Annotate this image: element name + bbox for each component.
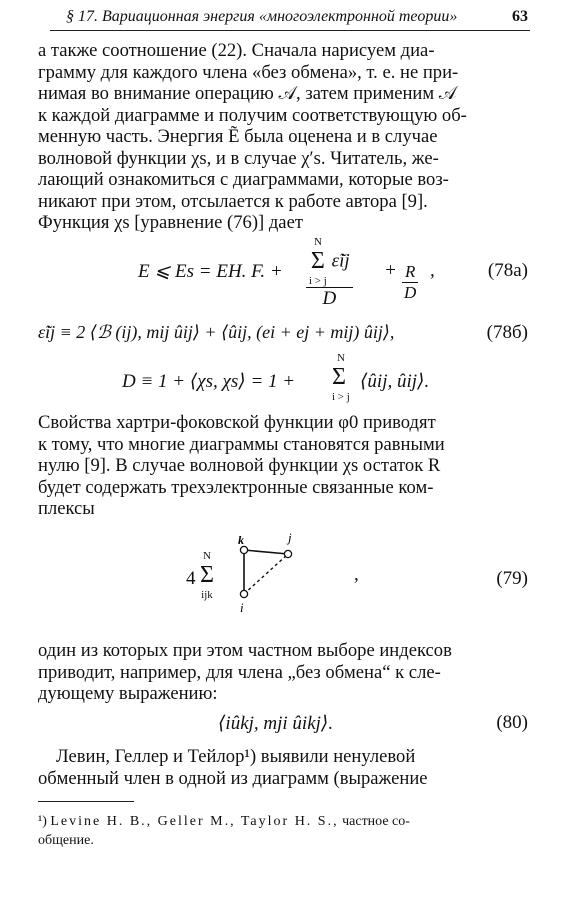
text-line: волновой функции χs, и в случае χ′s. Читатель, же- (38, 147, 439, 169)
footnote-authors: Levine H. B., Geller M., Taylor H. S., (50, 814, 339, 829)
text-line: к каждой диаграмме и получим соответствующую об- (38, 104, 467, 126)
eq-d-rhs: ⟨ûij, ûij⟩. (360, 371, 430, 392)
sum-upper-limit: N (336, 352, 345, 364)
r-denominator: D (404, 283, 417, 302)
text-line: нулю [9]. В случае волновой функции χs остаток R (38, 455, 441, 476)
equation-d (38, 352, 528, 408)
edge-k-j (244, 550, 288, 554)
text-line: никают при этом, отсылается к работе автора [9]. (38, 190, 428, 212)
equation-78a (38, 236, 528, 309)
eq79-coefficient: 4 (186, 568, 196, 589)
label-j: j (288, 530, 292, 545)
equation-79 (38, 530, 528, 620)
sigma-symbol: Σ (310, 248, 325, 274)
text-line: Левин, Геллер и Тейлор¹) выявили ненулевой (56, 746, 416, 767)
eq78a-lhs: E ⩽ Es = EH. F. + (138, 261, 283, 282)
paragraph-4 (38, 746, 528, 789)
exchange-edge-i-j (244, 554, 288, 594)
sigma-symbol: Σ (332, 364, 346, 390)
footnote (38, 812, 528, 850)
footnote-text-line2: общение. (38, 833, 94, 848)
equation-number-80: (80) (496, 712, 528, 733)
running-header (50, 6, 530, 31)
paragraph-3 (38, 640, 528, 705)
vertex-j (284, 550, 291, 557)
sum-term: ε̃ij (331, 250, 350, 272)
sum-lower-limit: i > j (309, 275, 327, 287)
eq79-sum (200, 550, 214, 601)
footnote-text: частное со- (342, 814, 410, 829)
text-line: один из которых при этом частном выборе индексов (38, 640, 452, 661)
sum-upper-limit: N (313, 236, 322, 248)
text-line: приводит, например, для члена „без обмена“ к сле- (38, 661, 441, 683)
eq-d-sum (332, 352, 350, 403)
equation-number-79: (79) (496, 568, 528, 589)
equation-number-78b: (78б) (486, 322, 528, 343)
text-line: а также соотношение (22). Сначала нарисуем диа- (38, 40, 435, 61)
label-i: i (240, 600, 244, 615)
footnote-mark: ¹) (38, 814, 47, 829)
label-k: k (238, 533, 244, 547)
sum-upper-limit: N (203, 550, 211, 562)
text-line: лающий ознакомиться с диаграммами, которые воз- (38, 169, 449, 190)
section-title: § 17. Вариационная энергия «многоэлектронной теории» (66, 8, 458, 25)
vertex-k (240, 546, 247, 553)
sigma-symbol: Σ (200, 562, 214, 588)
three-electron-diagram (228, 530, 308, 620)
text-line: Функция χs [уравнение (76)] дает (38, 212, 303, 233)
sum-lower-limit: ijk (201, 589, 213, 601)
text-line: будет содержать трехэлектронные связанные ком- (38, 476, 434, 498)
text-line: нимая во внимание операцию 𝒜, затем применим 𝒜 (38, 83, 457, 104)
footnote-divider (38, 801, 134, 802)
eq78a-plus: + (384, 260, 397, 281)
eq78a-denominator: D (322, 288, 337, 309)
equation-number-78a: (78а) (487, 260, 528, 281)
paragraph-1 (38, 40, 528, 234)
eq78a-comma: , (430, 260, 435, 281)
eq-d-lhs: D ≡ 1 + ⟨χs, χs⟩ = 1 + (122, 371, 296, 392)
eq78a-r-fraction (402, 262, 418, 303)
text-line: плексы (38, 498, 95, 519)
vertex-i (240, 590, 247, 597)
eq80-body: ⟨iûkj, mji ûikj⟩. (218, 713, 334, 734)
eq78a-sum-fraction (306, 236, 353, 310)
eq78b-body: ε̃ij ≡ 2 ⟨ℬ (ij), mij ûij⟩ + ⟨ûij, (ei + ej + mij) ûij⟩, (38, 322, 395, 342)
text-line: обменный член в одной из диаграмм (выражение (38, 767, 428, 789)
sum-lower-limit: i > j (332, 391, 350, 403)
text-line: грамму для каждого члена «без обмена», т. е. не при- (38, 61, 459, 83)
paragraph-2 (38, 412, 528, 520)
equation-78b (38, 320, 528, 346)
text-line: к тому, что многие диаграммы становятся равными (38, 433, 445, 455)
text-line: Свойства хартри-фоковской функции φ0 приводят (38, 412, 436, 433)
text-line: менную часть. Энергия Ẽ была оценена и в случае (38, 126, 438, 147)
page-number: 63 (512, 8, 528, 25)
r-numerator: R (402, 262, 418, 283)
text-line: дующему выражению: (38, 683, 218, 704)
equation-80 (38, 710, 528, 736)
eq79-comma: , (354, 564, 359, 585)
